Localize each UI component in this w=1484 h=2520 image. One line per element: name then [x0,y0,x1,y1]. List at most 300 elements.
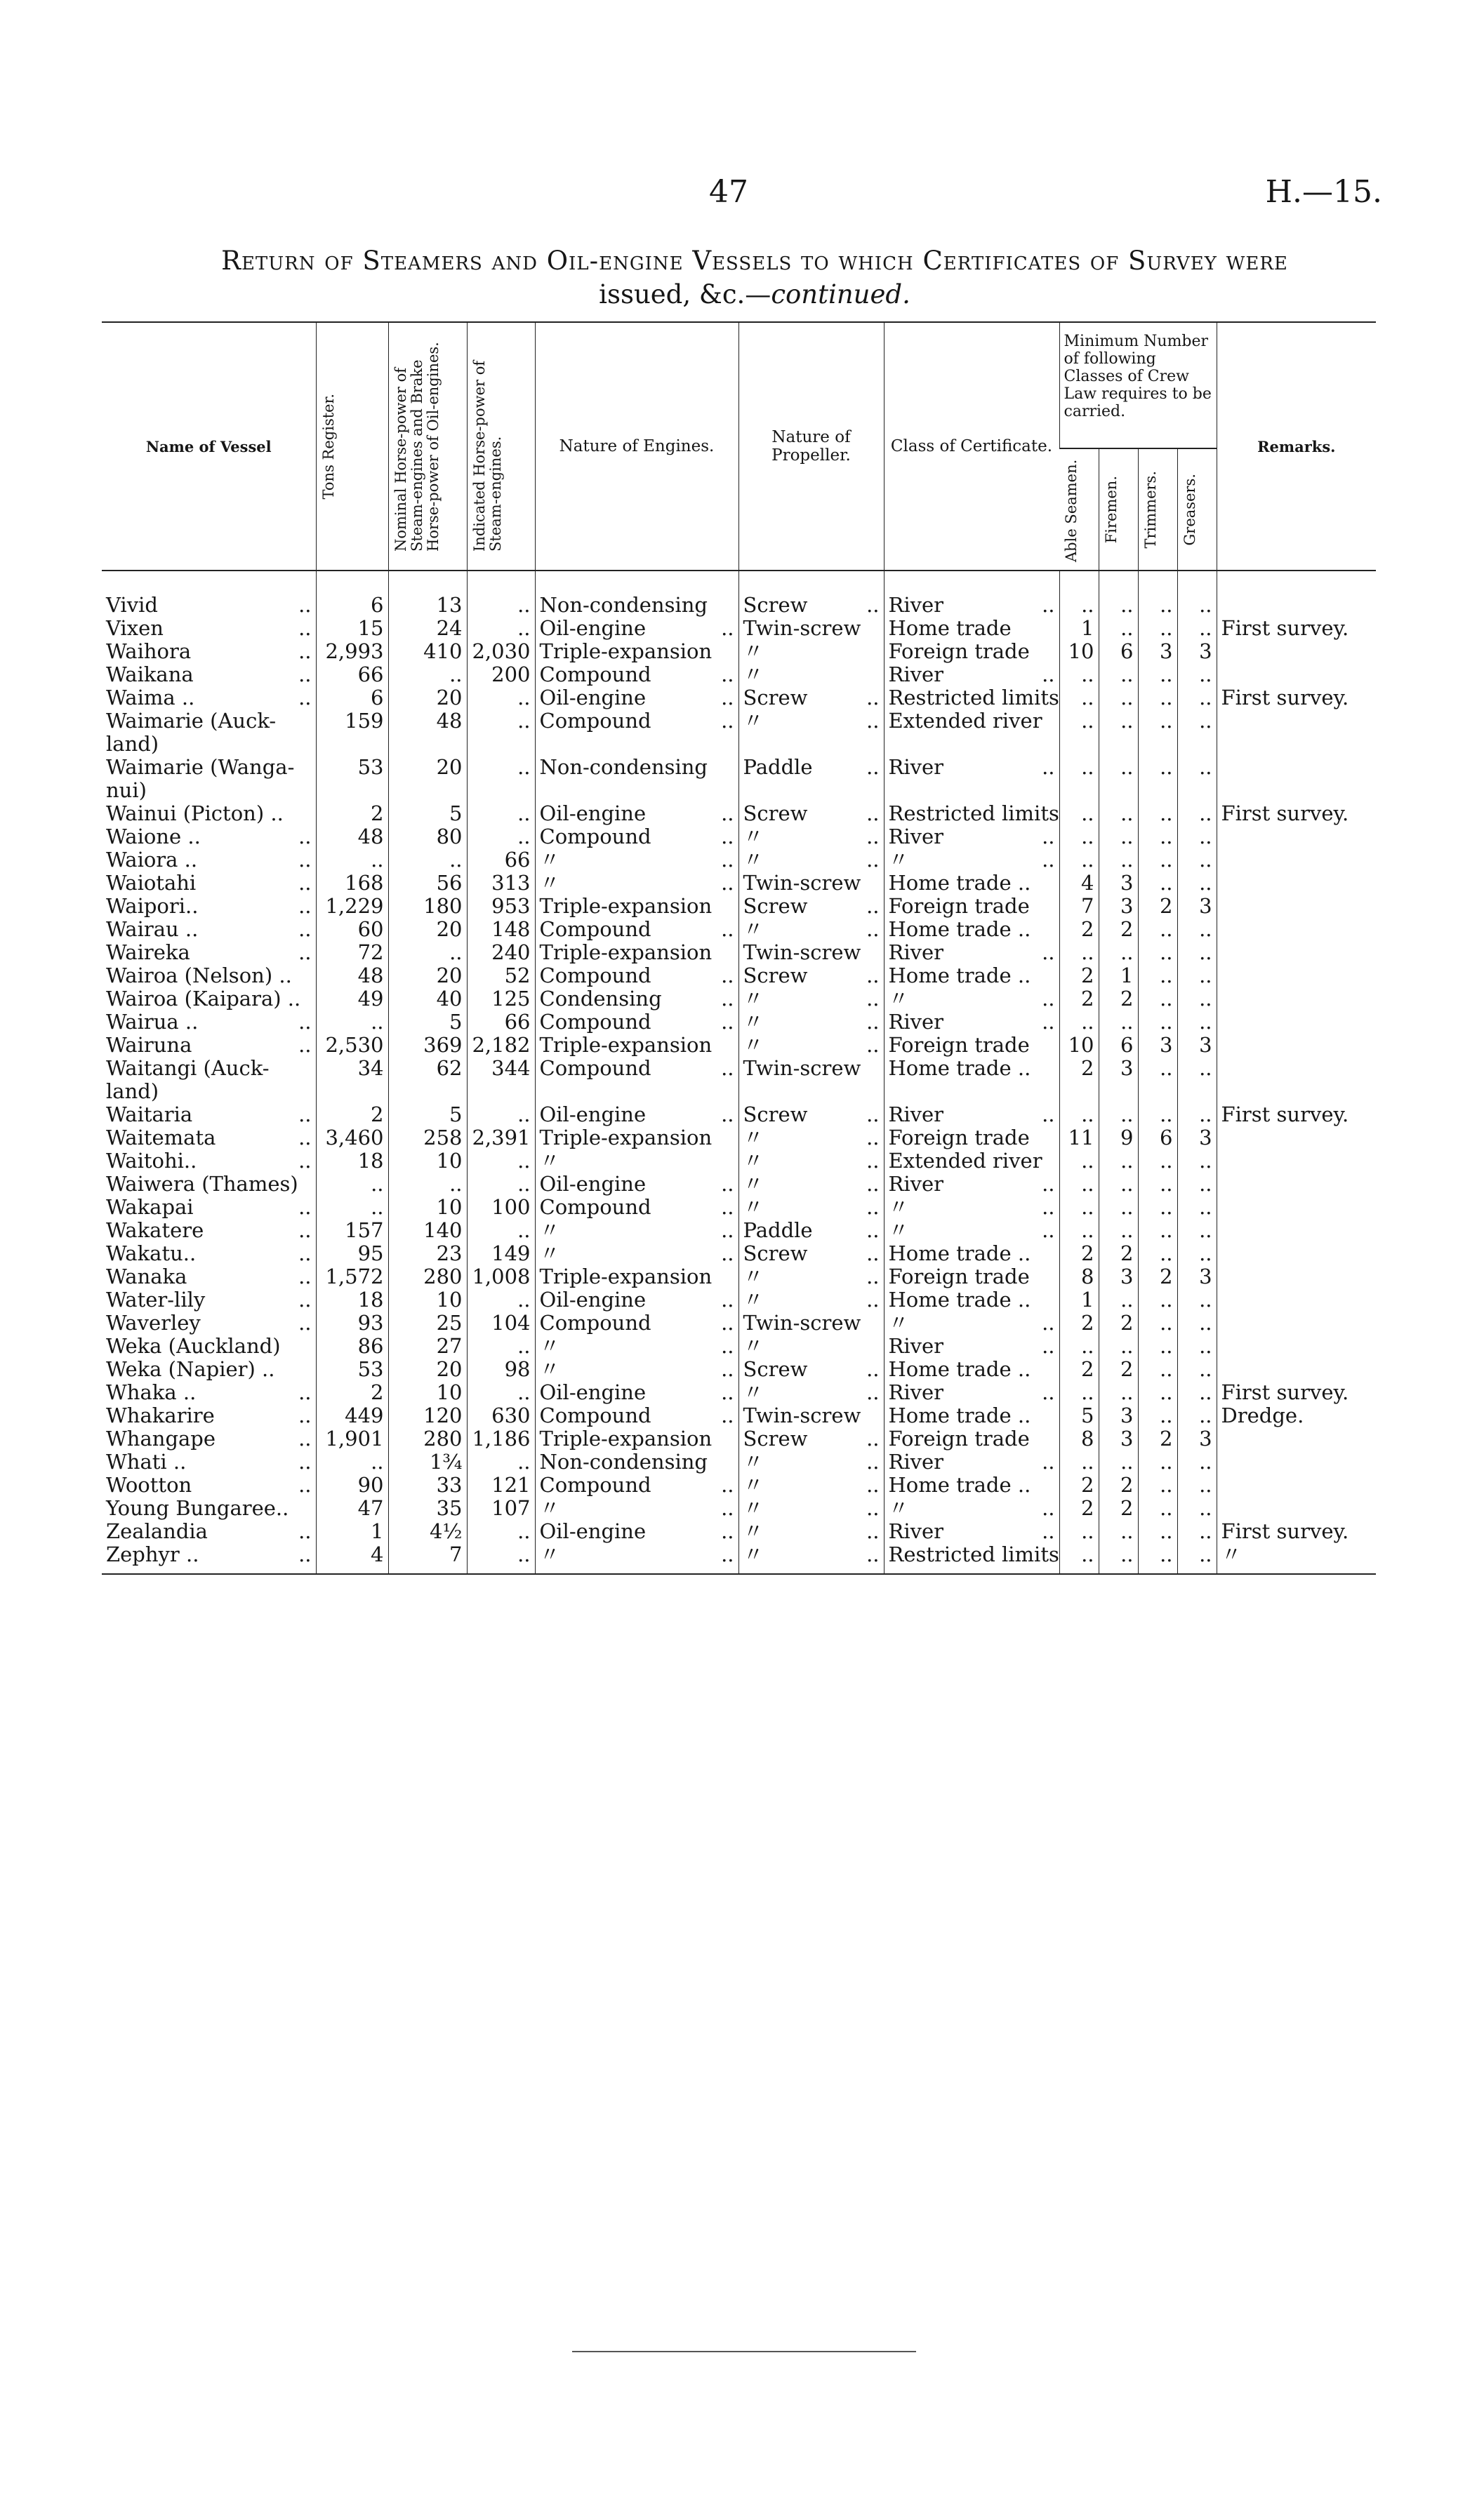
table-row [102,825,1376,848]
tons-register-cell [316,1288,388,1312]
able-seamen-cell [1059,918,1099,941]
vessel-name: Waiwera (Thames) [106,1173,298,1196]
firemen: 6 [1120,640,1134,663]
nature-of-propeller-leader-dots: .. [866,1103,880,1126]
greasers-cell [1177,964,1217,987]
vessel-name: Water-lily [106,1288,206,1312]
able-seamen: .. [1081,1219,1094,1242]
nature-of-engines-leader-dots: .. [721,987,734,1011]
nature-of-engines-cell [535,1474,738,1497]
nature-of-engines: 〃 [539,1335,560,1358]
tons-register: 90 [357,1474,384,1497]
table-row [102,1265,1376,1288]
trimmers: .. [1160,1242,1173,1265]
vessel-name-leader-dots: .. [298,1288,312,1312]
firemen-cell [1099,848,1138,872]
table-row [102,1196,1376,1219]
tons-register: 53 [357,756,384,779]
nominal-horse-power-cell [388,1497,467,1520]
greasers-cell [1177,1427,1217,1451]
greasers-cell [1177,1219,1217,1242]
able-seamen-cell [1059,640,1099,663]
table-row [102,1543,1376,1574]
nominal-horse-power-cell [388,1219,467,1242]
tons-register-cell [316,640,388,663]
vessel-name: Waiotahi [106,872,197,895]
nominal-horse-power-cell [388,1288,467,1312]
vessel-name-cell [102,1173,316,1196]
indicated-horse-power-cell [467,1451,535,1474]
nominal-horse-power-cell [388,617,467,640]
nominal-horse-power: 20 [436,1358,463,1381]
indicated-horse-power-cell [467,848,535,872]
able-seamen: 2 [1081,1242,1094,1265]
trimmers-cell [1138,848,1177,872]
header-nominal-cell [388,322,467,571]
remarks-cell [1217,1451,1376,1474]
remarks: First survey. [1221,802,1349,825]
trimmers: .. [1160,1312,1173,1335]
nominal-horse-power: 369 [423,1034,463,1057]
able-seamen: .. [1081,1103,1094,1126]
class-of-certificate: River [888,756,944,779]
firemen: 2 [1120,1358,1134,1381]
vessel-name: Young Bungaree.. [106,1497,289,1520]
tons-register-cell [316,1103,388,1126]
nature-of-propeller: 〃 [743,709,764,733]
class-of-certificate-leader-dots: .. [1042,1312,1055,1335]
remarks-cell [1217,1011,1376,1034]
tons-register-cell [316,1451,388,1474]
greasers: .. [1199,709,1212,733]
able-seamen: 2 [1081,1358,1094,1381]
trimmers: .. [1160,1335,1173,1358]
nominal-horse-power-cell [388,733,467,756]
trimmers: .. [1160,593,1173,617]
greasers-cell [1177,733,1217,756]
nature-of-propeller-leader-dots: .. [866,987,880,1011]
tons-register: 449 [345,1404,384,1427]
nominal-horse-power-cell [388,1520,467,1543]
firemen: .. [1120,1219,1134,1242]
tons-register-cell [316,1080,388,1103]
class-of-certificate-leader-dots: .. [1042,1497,1055,1520]
remarks: First survey. [1221,1381,1349,1404]
table-row [102,1057,1376,1080]
vessel-name: nui) [106,779,147,802]
table-row [102,1404,1376,1427]
nature-of-propeller: 〃 [743,1288,764,1312]
nature-of-engines-cell [535,1196,738,1219]
vessel-name-cell [102,663,316,686]
nominal-horse-power: 24 [436,617,463,640]
class-of-certificate-cell [884,686,1059,709]
firemen-cell [1099,1358,1138,1381]
able-seamen-cell [1059,1288,1099,1312]
greasers-cell [1177,1312,1217,1335]
nature-of-propeller-cell [738,1451,884,1474]
title-continued: continued. [771,279,910,309]
class-of-certificate-cell [884,825,1059,848]
vessel-name: Waverley [106,1312,201,1335]
trimmers-cell [1138,1451,1177,1474]
nature-of-engines-cell [535,895,738,918]
nature-of-propeller-leader-dots: .. [866,1288,880,1312]
trimmers: .. [1160,1288,1173,1312]
vessel-name-cell [102,779,316,802]
table-title [147,244,1362,312]
nature-of-propeller: Screw [743,895,808,918]
nominal-horse-power: 10 [436,1288,463,1312]
trimmers: 3 [1160,1034,1173,1057]
nature-of-propeller-leader-dots: .. [866,1451,880,1474]
firemen-cell [1099,1520,1138,1543]
title-line-1: Return of Steamers and Oil-engine Vessels to which Certificates of Survey were [221,246,1288,276]
vessel-name: Waitangi (Auck- [106,1057,270,1080]
indicated-horse-power-cell [467,709,535,733]
tons-register: 66 [357,663,384,686]
tons-register: 1,572 [325,1265,384,1288]
nature-of-propeller: 〃 [743,640,764,663]
nominal-horse-power-cell [388,1312,467,1335]
able-seamen: 5 [1081,1404,1094,1427]
vessel-name-cell [102,802,316,825]
firemen-cell [1099,756,1138,779]
nominal-horse-power-cell [388,1242,467,1265]
firemen-cell [1099,709,1138,733]
tons-register-cell [316,1149,388,1173]
firemen: .. [1120,1196,1134,1219]
firemen: 2 [1120,987,1134,1011]
header-seamen-cell [1059,448,1099,571]
nature-of-engines-leader-dots: .. [721,1219,734,1242]
nature-of-engines-leader-dots: .. [721,1288,734,1312]
nature-of-propeller: Twin-screw [743,1057,861,1080]
nature-of-engines: 〃 [539,1543,560,1566]
remarks-cell [1217,1126,1376,1149]
nature-of-propeller: 〃 [743,663,764,686]
firemen-cell [1099,1474,1138,1497]
tons-register-cell [316,1543,388,1574]
nature-of-propeller: Paddle [743,756,813,779]
nature-of-engines-cell [535,941,738,964]
vessel-name-leader-dots: .. [298,1265,312,1288]
greasers: .. [1199,1312,1212,1335]
vessel-name-cell [102,964,316,987]
tons-register: 93 [357,1312,384,1335]
indicated-horse-power-cell [467,1034,535,1057]
firemen: 6 [1120,1034,1134,1057]
able-seamen: .. [1081,593,1094,617]
vessel-name: Waitohi.. [106,1149,197,1173]
trimmers: .. [1160,709,1173,733]
firemen: .. [1120,663,1134,686]
indicated-horse-power-cell [467,1288,535,1312]
firemen: .. [1120,1288,1134,1312]
nature-of-engines: Triple-expansion [539,1265,713,1288]
vessel-name: Wairoa (Nelson) .. [106,964,292,987]
greasers-cell [1177,1011,1217,1034]
firemen-cell [1099,1427,1138,1451]
greasers: .. [1199,756,1212,779]
greasers: .. [1199,1057,1212,1080]
class-of-certificate-cell [884,1474,1059,1497]
trimmers-cell [1138,1126,1177,1149]
nature-of-propeller: 〃 [743,1265,764,1288]
class-of-certificate: River [888,941,944,964]
remarks-cell [1217,964,1376,987]
tons-register-cell [316,686,388,709]
able-seamen-cell [1059,1057,1099,1080]
indicated-horse-power: .. [517,1381,531,1404]
trimmers-cell [1138,709,1177,733]
table-row [102,1149,1376,1173]
tons-register-cell [316,571,388,617]
trimmers: .. [1160,1543,1173,1566]
nature-of-propeller-cell [738,663,884,686]
indicated-horse-power-cell [467,1404,535,1427]
vessel-name: Wakapai [106,1196,194,1219]
class-of-certificate: River [888,1520,944,1543]
vessel-name-cell [102,1080,316,1103]
greasers: .. [1199,1288,1212,1312]
greasers: .. [1199,964,1212,987]
nature-of-engines: Compound [539,1404,651,1427]
trimmers: .. [1160,918,1173,941]
indicated-horse-power: 66 [504,848,531,872]
remarks-cell [1217,1312,1376,1335]
greasers: .. [1199,941,1212,964]
trimmers-cell [1138,1011,1177,1034]
vessel-name-cell [102,825,316,848]
nature-of-propeller-leader-dots: .. [866,1034,880,1057]
remarks-cell [1217,733,1376,756]
nature-of-engines-leader-dots: .. [721,872,734,895]
greasers-cell [1177,802,1217,825]
nature-of-engines-cell [535,617,738,640]
tons-register-cell [316,1497,388,1520]
vessel-name: Wairua .. [106,1011,199,1034]
able-seamen: 2 [1081,987,1094,1011]
greasers: .. [1199,1011,1212,1034]
firemen: .. [1120,825,1134,848]
greasers-cell [1177,1080,1217,1103]
firemen: 2 [1120,1497,1134,1520]
indicated-horse-power: .. [517,756,531,779]
nature-of-propeller-leader-dots: .. [866,1196,880,1219]
vessel-name-cell [102,1497,316,1520]
nature-of-engines: 〃 [539,1219,560,1242]
trimmers: .. [1160,1474,1173,1497]
nominal-horse-power: 410 [423,640,463,663]
able-seamen-cell [1059,987,1099,1011]
nature-of-engines-cell [535,1103,738,1126]
nature-of-engines: 〃 [539,848,560,872]
tons-register: 48 [357,825,384,848]
nature-of-engines-leader-dots: .. [721,964,734,987]
able-seamen: .. [1081,1011,1094,1034]
tons-register: 2 [371,1103,384,1126]
indicated-horse-power: .. [517,802,531,825]
trimmers-cell [1138,1543,1177,1574]
vessel-name-cell [102,1034,316,1057]
nature-of-engines: 〃 [539,872,560,895]
remarks-cell [1217,1034,1376,1057]
trimmers-cell [1138,571,1177,617]
nominal-horse-power: .. [449,1173,463,1196]
class-of-certificate: River [888,1173,944,1196]
header-seamen: Able Seamen. [1063,459,1080,562]
greasers-cell [1177,686,1217,709]
vessel-name: Waikana [106,663,194,686]
nature-of-engines: 〃 [539,1358,560,1381]
nature-of-propeller-cell [738,1219,884,1242]
indicated-horse-power: .. [517,1288,531,1312]
greasers: .. [1199,1474,1212,1497]
able-seamen: 7 [1081,895,1094,918]
nature-of-engines: Compound [539,825,651,848]
nature-of-propeller-cell [738,1149,884,1173]
indicated-horse-power: .. [517,1173,531,1196]
firemen-cell [1099,1173,1138,1196]
nature-of-propeller-cell [738,1265,884,1288]
tons-register-cell [316,1404,388,1427]
nominal-horse-power: 5 [449,1011,463,1034]
firemen-cell [1099,640,1138,663]
indicated-horse-power-cell [467,1520,535,1543]
nature-of-propeller-cell [738,1126,884,1149]
nature-of-engines-leader-dots: .. [721,1358,734,1381]
greasers-cell [1177,1520,1217,1543]
trimmers-cell [1138,1265,1177,1288]
nature-of-propeller-cell [738,964,884,987]
trimmers: .. [1160,617,1173,640]
nature-of-engines-cell [535,987,738,1011]
vessel-name-cell [102,1242,316,1265]
greasers-cell [1177,640,1217,663]
table-row [102,1219,1376,1242]
able-seamen-cell [1059,964,1099,987]
nature-of-propeller: 〃 [743,1173,764,1196]
indicated-horse-power: .. [517,1149,531,1173]
indicated-horse-power: 149 [491,1242,531,1265]
nature-of-engines-cell [535,663,738,686]
able-seamen-cell [1059,1103,1099,1126]
trimmers-cell [1138,1242,1177,1265]
tons-register-cell [316,1057,388,1080]
vessel-name: Whangape [106,1427,216,1451]
indicated-horse-power: 2,182 [472,1034,531,1057]
nature-of-engines: Oil-engine [539,686,647,709]
tons-register-cell [316,1196,388,1219]
vessel-name-leader-dots: .. [298,918,312,941]
table-row [102,1335,1376,1358]
firemen: 9 [1120,1126,1134,1149]
greasers-cell [1177,1288,1217,1312]
indicated-horse-power: 313 [491,872,531,895]
class-of-certificate-cell [884,640,1059,663]
indicated-horse-power-cell [467,964,535,987]
greasers-cell [1177,756,1217,779]
nature-of-engines-cell [535,1173,738,1196]
able-seamen: .. [1081,686,1094,709]
tons-register-cell [316,709,388,733]
indicated-horse-power-cell [467,895,535,918]
firemen: .. [1120,617,1134,640]
able-seamen-cell [1059,872,1099,895]
vessel-name-leader-dots: .. [298,1103,312,1126]
trimmers: .. [1160,1057,1173,1080]
tons-register-cell [316,1358,388,1381]
vessel-name-cell [102,1288,316,1312]
able-seamen-cell [1059,825,1099,848]
tons-register-cell [316,872,388,895]
nature-of-propeller-leader-dots: .. [866,1126,880,1149]
remarks-cell [1217,1404,1376,1427]
nature-of-engines: Triple-expansion [539,1034,713,1057]
class-of-certificate-cell [884,1451,1059,1474]
greasers: .. [1199,1451,1212,1474]
vessel-name-leader-dots: .. [298,663,312,686]
firemen-cell [1099,1196,1138,1219]
tons-register: 2 [371,1381,384,1404]
firemen: .. [1120,1543,1134,1566]
nature-of-propeller-leader-dots: .. [866,964,880,987]
vessel-name: Waitemata [106,1126,216,1149]
indicated-horse-power: .. [517,825,531,848]
tons-register-cell [316,1126,388,1149]
nominal-horse-power: 280 [423,1265,463,1288]
nominal-horse-power: 180 [423,895,463,918]
indicated-horse-power: .. [517,1335,531,1358]
nominal-horse-power: 140 [423,1219,463,1242]
nature-of-propeller: 〃 [743,1451,764,1474]
nature-of-propeller-cell [738,1497,884,1520]
remarks-cell [1217,872,1376,895]
nature-of-propeller: 〃 [743,1474,764,1497]
nature-of-propeller-leader-dots: .. [866,918,880,941]
vessel-name-cell [102,1451,316,1474]
greasers-cell [1177,1451,1217,1474]
nature-of-engines: Triple-expansion [539,895,713,918]
able-seamen-cell [1059,1242,1099,1265]
class-of-certificate-cell [884,1358,1059,1381]
nature-of-engines-cell [535,1219,738,1242]
nominal-horse-power: 80 [436,825,463,848]
greasers-cell [1177,663,1217,686]
remarks: 〃 [1221,1543,1242,1566]
class-of-certificate-cell [884,1011,1059,1034]
firemen: .. [1120,1149,1134,1173]
vessel-name-cell [102,686,316,709]
remarks-cell [1217,1173,1376,1196]
table-row [102,1080,1376,1103]
indicated-horse-power: 200 [491,663,531,686]
firemen: .. [1120,941,1134,964]
class-of-certificate-leader-dots: .. [1042,987,1055,1011]
indicated-horse-power: .. [517,709,531,733]
nature-of-propeller-cell [738,1404,884,1427]
firemen-cell [1099,1080,1138,1103]
greasers: .. [1199,1173,1212,1196]
nature-of-engines-cell [535,825,738,848]
nature-of-engines-cell [535,848,738,872]
tons-register: .. [371,1173,384,1196]
indicated-horse-power-cell [467,663,535,686]
nature-of-propeller: 〃 [743,1196,764,1219]
vessel-name-leader-dots: .. [298,1034,312,1057]
header-engines: Nature of Engines. [535,322,738,571]
